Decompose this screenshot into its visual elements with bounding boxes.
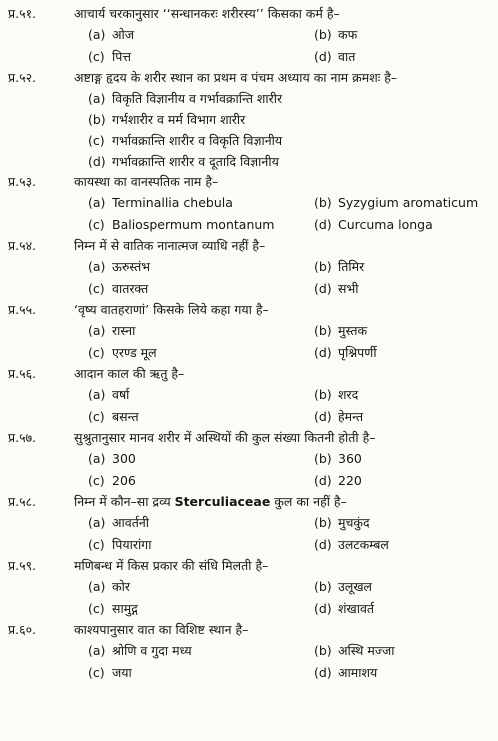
option-text: कफ — [338, 27, 358, 42]
question-text: काश्यपानुसार वात का विशिष्ट स्थान है– — [74, 622, 249, 637]
option-c — [88, 534, 314, 556]
question-text: कायस्था का वानस्पतिक नाम है– — [74, 174, 219, 189]
question-53 — [8, 172, 492, 236]
question-text: आदान काल की ऋतु है– — [74, 366, 185, 381]
option-text: 360 — [338, 451, 362, 466]
option-a — [88, 320, 314, 342]
question-text-before: निम्न में कौन–सा द्रव्य — [74, 494, 175, 509]
option-label: (a) — [88, 27, 106, 42]
option-text: जया — [112, 665, 132, 680]
option-d — [88, 151, 492, 172]
option-b — [314, 192, 492, 214]
question-text: आचार्य चरकानुसार ‘‘सन्धानकरः शरीरस्य’’ किसका कर्म है– — [74, 6, 340, 21]
option-c — [88, 46, 314, 68]
option-label: (d) — [314, 601, 332, 616]
option-label: (a) — [88, 515, 106, 530]
option-a — [88, 192, 314, 214]
option-label: (b) — [314, 451, 332, 466]
option-label: (b) — [314, 515, 332, 530]
question-55 — [8, 300, 492, 364]
option-label: (c) — [88, 409, 105, 424]
option-text: विकृति विज्ञानीय व गर्भावक्रान्ति शारीर — [112, 91, 283, 106]
option-text: शंखावर्त — [338, 601, 375, 616]
option-label: (d) — [314, 49, 332, 64]
options-list — [88, 320, 492, 364]
option-text: बसन्त — [112, 409, 139, 424]
option-a — [88, 576, 314, 598]
option-label: (d) — [88, 154, 106, 169]
question-text-after: कुल का नहीं है– — [270, 494, 347, 509]
question-56 — [8, 364, 492, 428]
option-a — [88, 24, 314, 46]
option-c — [88, 406, 314, 428]
options-list — [88, 448, 492, 492]
option-c — [88, 130, 492, 151]
question-header — [8, 428, 492, 448]
option-label: (b) — [314, 387, 332, 402]
family-name: Sterculiaceae — [174, 494, 271, 509]
options-list — [88, 384, 492, 428]
option-b — [314, 384, 492, 406]
options-list — [88, 88, 492, 172]
question-59 — [8, 556, 492, 620]
question-header — [8, 4, 492, 24]
question-57 — [8, 428, 492, 492]
option-label: (d) — [314, 665, 332, 680]
option-c — [88, 470, 314, 492]
option-a — [88, 640, 314, 662]
option-a — [88, 256, 314, 278]
option-text: ओज — [112, 27, 135, 42]
option-text: गर्भावक्रान्ति शारीर व दूतादि विज्ञानीय — [112, 154, 279, 169]
question-text — [74, 492, 492, 512]
question-number: प्र.५२. — [8, 70, 37, 85]
option-d — [314, 470, 492, 492]
option-label: (c) — [88, 133, 105, 148]
option-label: (a) — [88, 387, 106, 402]
option-b — [314, 512, 492, 534]
option-text: शरद — [338, 387, 359, 402]
question-number: प्र.५७. — [8, 430, 37, 445]
option-text: 206 — [112, 473, 136, 488]
option-label: (c) — [88, 217, 105, 232]
question-text: सुश्रुतानुसार मानव शरीर में अस्थियों की कुल संख्या कितनी होती है– — [74, 430, 376, 445]
option-text: गर्भावक्रान्ति शारीर व विकृति विज्ञानीय — [112, 133, 283, 148]
option-b — [314, 576, 492, 598]
option-text: मुस्तक — [338, 323, 368, 338]
option-c — [88, 662, 314, 684]
option-a — [88, 448, 314, 470]
option-label: (d) — [314, 281, 332, 296]
option-text: Syzygium aromaticum — [338, 195, 479, 210]
option-text: Terminallia chebula — [112, 195, 233, 210]
options-list — [88, 256, 492, 300]
option-text: उलटकम्बल — [338, 537, 389, 552]
question-header — [8, 492, 492, 512]
option-text: वर्षा — [112, 387, 130, 402]
option-a — [88, 512, 314, 534]
option-c — [88, 278, 314, 300]
option-label: (b) — [314, 323, 332, 338]
option-text: सभी — [338, 281, 359, 296]
option-label: (d) — [314, 473, 332, 488]
option-text: Curcuma longa — [338, 217, 433, 232]
options-list — [88, 576, 492, 620]
option-label: (a) — [88, 195, 106, 210]
option-d — [314, 214, 492, 236]
option-a — [88, 88, 492, 109]
question-52 — [8, 68, 492, 172]
option-label: (a) — [88, 643, 106, 658]
option-text: सामुद्ग — [112, 601, 138, 616]
option-b — [314, 320, 492, 342]
option-text: 220 — [338, 473, 362, 488]
option-d — [314, 534, 492, 556]
option-label: (b) — [88, 112, 106, 127]
option-b — [314, 24, 492, 46]
option-label: (a) — [88, 91, 106, 106]
option-text: पियारांगा — [112, 537, 152, 552]
option-text: Baliospermum montanum — [112, 217, 275, 232]
option-label: (c) — [88, 345, 105, 360]
option-text: ऊरुस्तंभ — [112, 259, 151, 274]
question-60 — [8, 620, 492, 684]
option-label: (d) — [314, 537, 332, 552]
option-text: एरण्ड मूल — [112, 345, 157, 360]
option-d — [314, 406, 492, 428]
option-d — [314, 278, 492, 300]
option-label: (d) — [314, 217, 332, 232]
option-c — [88, 214, 314, 236]
question-number: प्र.५४. — [8, 238, 37, 253]
options-list — [88, 24, 492, 68]
option-c — [88, 598, 314, 620]
option-label: (c) — [88, 537, 105, 552]
option-label: (a) — [88, 579, 106, 594]
question-header — [8, 300, 492, 320]
options-list — [88, 512, 492, 556]
question-number: प्र.५३. — [8, 174, 37, 189]
option-text: तिमिर — [338, 259, 365, 274]
option-label: (c) — [88, 49, 105, 64]
option-b — [88, 109, 492, 130]
option-d — [314, 662, 492, 684]
option-text: वात — [338, 49, 356, 64]
option-label: (c) — [88, 665, 105, 680]
option-c — [88, 342, 314, 364]
question-header — [8, 364, 492, 384]
question-number: प्र.५५. — [8, 302, 37, 317]
option-b — [314, 448, 492, 470]
question-number: प्र.५९. — [8, 558, 37, 573]
option-text: आवर्तनी — [112, 515, 150, 530]
question-text: मणिबन्ध में किस प्रकार की संधि मिलती है– — [74, 558, 269, 573]
option-label: (a) — [88, 323, 106, 338]
question-54 — [8, 236, 492, 300]
question-text: ‘वृष्य वातहराणां’ किसके लिये कहा गया है– — [74, 302, 269, 317]
question-58 — [8, 492, 492, 556]
option-text: श्रोणि व गुदा मध्य — [112, 643, 192, 658]
option-d — [314, 598, 492, 620]
option-text: पृश्निपर्णी — [338, 345, 377, 360]
option-text: गर्भशारीर व मर्म विभाग शारीर — [112, 112, 246, 127]
option-text: कोर — [112, 579, 130, 594]
option-text: हेमन्त — [338, 409, 364, 424]
option-label: (c) — [88, 473, 105, 488]
option-text: वातरक्त — [112, 281, 149, 296]
option-label: (d) — [314, 345, 332, 360]
option-a — [88, 384, 314, 406]
option-b — [314, 640, 492, 662]
option-label: (b) — [314, 579, 332, 594]
question-number: प्र.५८. — [8, 494, 37, 509]
option-label: (b) — [314, 27, 332, 42]
options-list — [88, 640, 492, 684]
option-text: रास्ना — [112, 323, 136, 338]
option-text: मुचकुंद — [338, 515, 370, 530]
option-d — [314, 342, 492, 364]
option-text: 300 — [112, 451, 136, 466]
question-51 — [8, 4, 492, 68]
option-text: आमाशय — [338, 665, 378, 680]
option-label: (b) — [314, 195, 332, 210]
question-header — [8, 68, 492, 88]
option-text: उलूखल — [338, 579, 373, 594]
option-d — [314, 46, 492, 68]
question-header — [8, 620, 492, 640]
question-text: निम्न में से वातिक नानात्मज व्याधि नहीं है– — [74, 238, 266, 253]
option-text: पित्त — [112, 49, 131, 64]
option-label: (c) — [88, 281, 105, 296]
option-label: (a) — [88, 451, 106, 466]
option-b — [314, 256, 492, 278]
question-header — [8, 236, 492, 256]
question-header — [8, 172, 492, 192]
option-label: (a) — [88, 259, 106, 274]
question-text: अष्टाङ्ग हृदय के शरीर स्थान का प्रथम व पंचम अध्याय का नाम क्रमशः है– — [74, 70, 398, 85]
options-list — [88, 192, 492, 236]
option-text: अस्थि मज्जा — [338, 643, 395, 658]
question-header — [8, 556, 492, 576]
question-number: प्र.५१. — [8, 6, 37, 21]
option-label: (d) — [314, 409, 332, 424]
option-label: (b) — [314, 643, 332, 658]
question-number: प्र.५६. — [8, 366, 37, 381]
question-number: प्र.६०. — [8, 622, 37, 637]
option-label: (c) — [88, 601, 105, 616]
option-label: (b) — [314, 259, 332, 274]
